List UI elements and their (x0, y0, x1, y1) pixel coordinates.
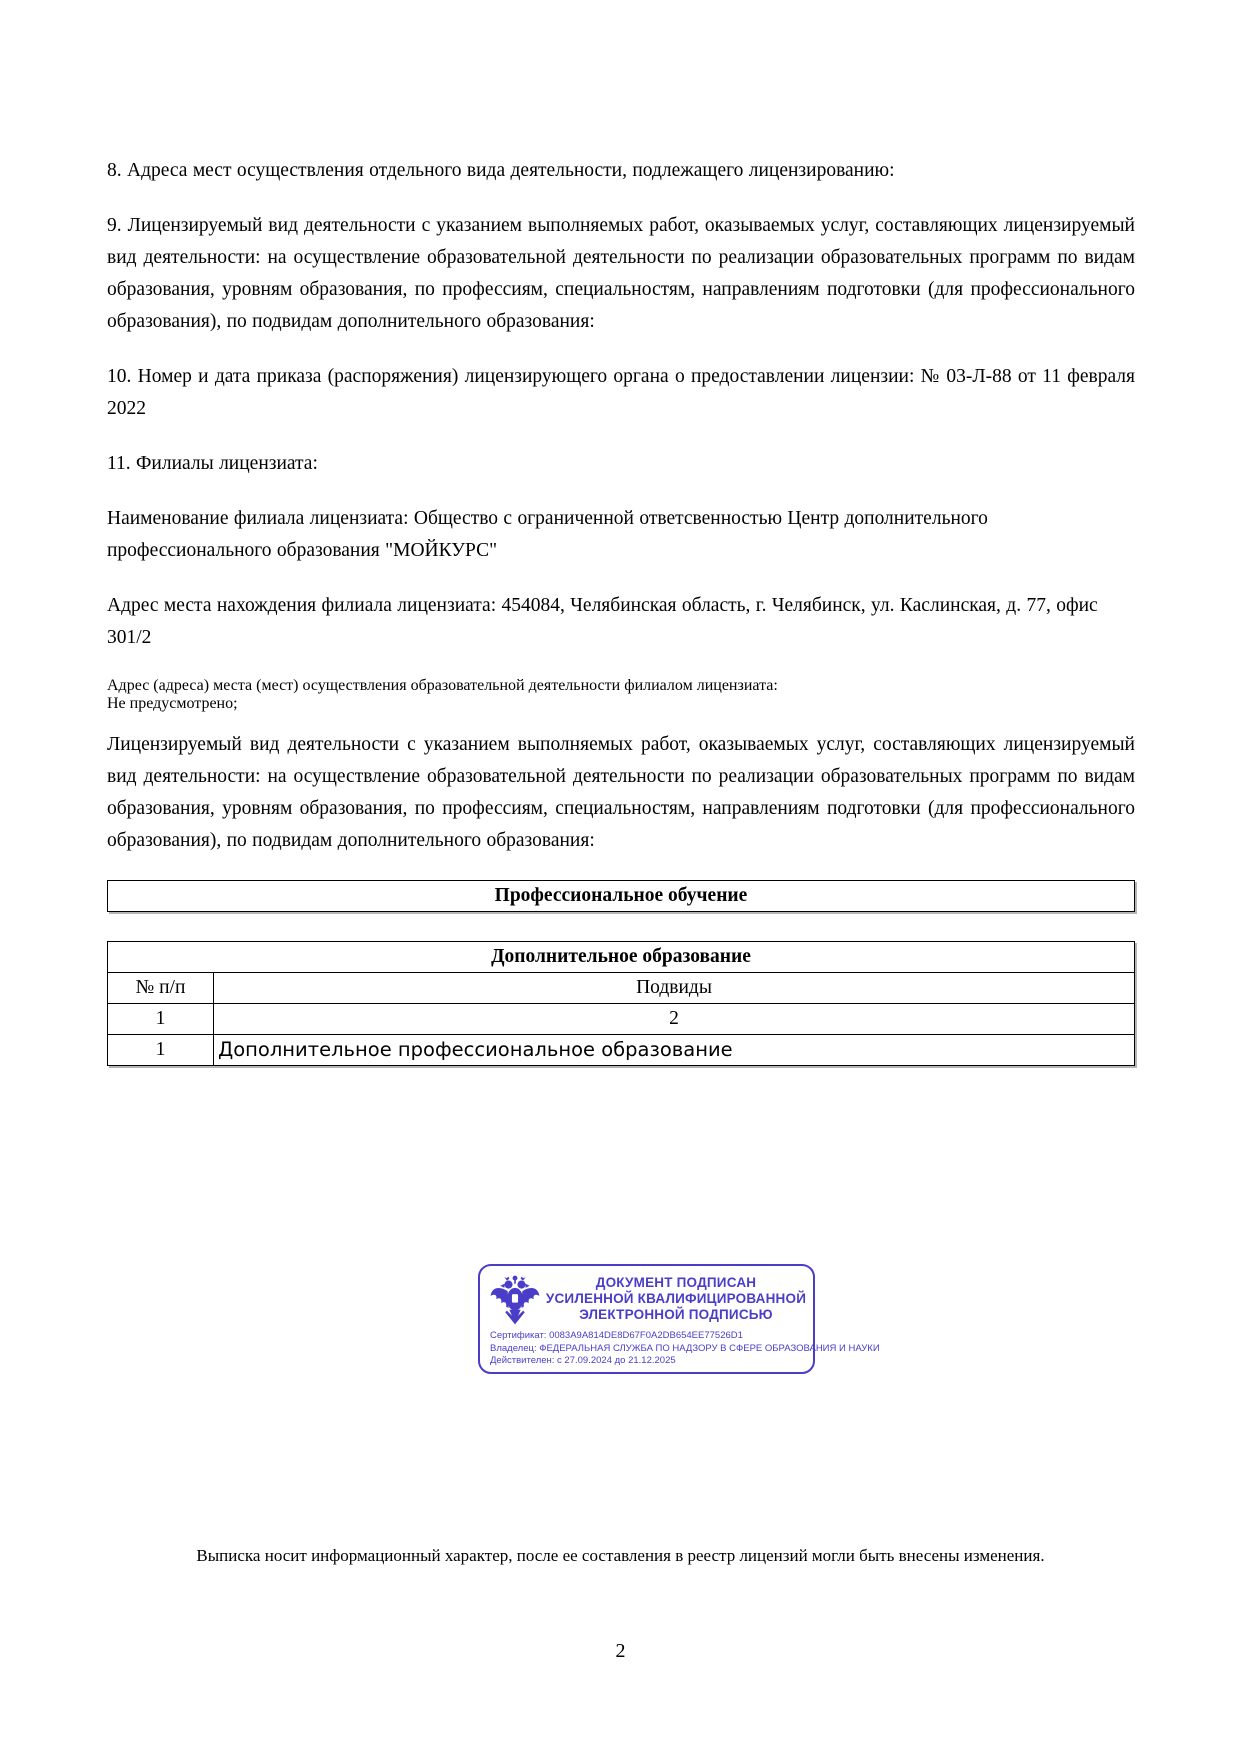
section-10-order-number-date: 10. Номер и дата приказа (распоряжения) лицензирующего органа о предоставлении лицензии: № 03-Л-88 от 11 февраля 2022 (107, 366, 1135, 419)
table-row (108, 1035, 1135, 1066)
additional-education-title-cell: Дополнительное образование (108, 942, 1135, 973)
branch-activity-address-value: Не предусмотрено; (107, 695, 238, 712)
stamp-title-line-1: ДОКУМЕНТ ПОДПИСАН (595, 1275, 757, 1290)
stamp-validity: Действителен: с 27.09.2024 до 21.12.2025 (490, 1355, 676, 1366)
footer-note: Выписка носит информационный характер, после ее составления в реестр лицензий могли быть внесены изменения. (196, 1546, 1045, 1565)
row-number-cell: 1 (108, 1035, 214, 1066)
coat-of-arms-icon (489, 1271, 541, 1329)
branch-activity-address-label: Адрес (адреса) места (мест) осуществления образовательной деятельности филиалом лицензиата: (107, 677, 778, 694)
stamp-title-line-3: ЭЛЕКТРОННОЙ ПОДПИСЬЮ (579, 1307, 773, 1322)
section-9-licensed-activity: 9. Лицензируемый вид деятельности с указанием выполняемых работ, оказываемых услуг, составляющих лицензируемый вид деятельности: на осуществление образовательной деятельности по реализации образовательных программ по видам образования, уровням образования, по профессиям, специальностям, направлениям подготовки (для профессионального образования), по подвидам дополнительного образования: (107, 215, 1135, 332)
stamp-title-line-2: УСИЛЕННОЙ КВАЛИФИЦИРОВАННОЙ (545, 1291, 807, 1306)
document-body (107, 155, 1135, 1066)
branch-licensed-activity: Лицензируемый вид деятельности с указанием выполняемых работ, оказываемых услуг, составляющих лицензируемый вид деятельности: на осуществление образовательной деятельности по реализации образовательных программ по видам образования, уровням образования, по профессиям, специальностям, направлениям подготовки (для профессионального образования), по подвидам дополнительного образования: (107, 734, 1135, 851)
section-8-activity-addresses: 8. Адреса мест осуществления отдельного вида деятельности, подлежащего лицензированию: (107, 160, 895, 181)
table-row (108, 881, 1135, 912)
table-column-header-row (108, 973, 1135, 1004)
section-11-branches-heading: 11. Филиалы лицензиата: (107, 453, 318, 474)
column-header-subtypes: Подвиды (214, 973, 1135, 1004)
column-index-2: 2 (214, 1004, 1135, 1035)
professional-training-table-wrap (107, 880, 1135, 912)
electronic-signature-stamp (478, 1264, 880, 1374)
stamp-top-row (480, 1266, 813, 1329)
branch-location-address: Адрес места нахождения филиала лицензиата: 454084, Челябинская область, г. Челябинск, ул. Каслинская, д. 77, офис 301/2 (107, 595, 1098, 648)
stamp-title (545, 1266, 813, 1323)
professional-training-title-cell: Профессиональное обучение (108, 881, 1135, 912)
stamp-certificate: Сертификат: 0083A9A814DE8D67F0A2DB654EE77526D1 (490, 1330, 743, 1341)
branch-name: Наименование филиала лицензиата: Общество с ограниченной ответсвенностью Центр дополнительного профессионального образования "МОЙКУРС" (107, 508, 988, 561)
stamp-owner: Владелец: ФЕДЕРАЛЬНАЯ СЛУЖБА ПО НАДЗОРУ В СФЕРЕ ОБРАЗОВАНИЯ И НАУКИ (490, 1342, 880, 1354)
stamp-details (490, 1330, 880, 1368)
column-index-1: 1 (108, 1004, 214, 1035)
column-header-number: № п/п (108, 973, 214, 1004)
table-header-row (108, 942, 1135, 973)
professional-training-table (107, 880, 1135, 912)
table-column-index-row (108, 1004, 1135, 1035)
page-number: 2 (615, 1640, 626, 1662)
row-subtype-cell: Дополнительное профессиональное образование (214, 1035, 1135, 1066)
additional-education-table (107, 941, 1135, 1066)
